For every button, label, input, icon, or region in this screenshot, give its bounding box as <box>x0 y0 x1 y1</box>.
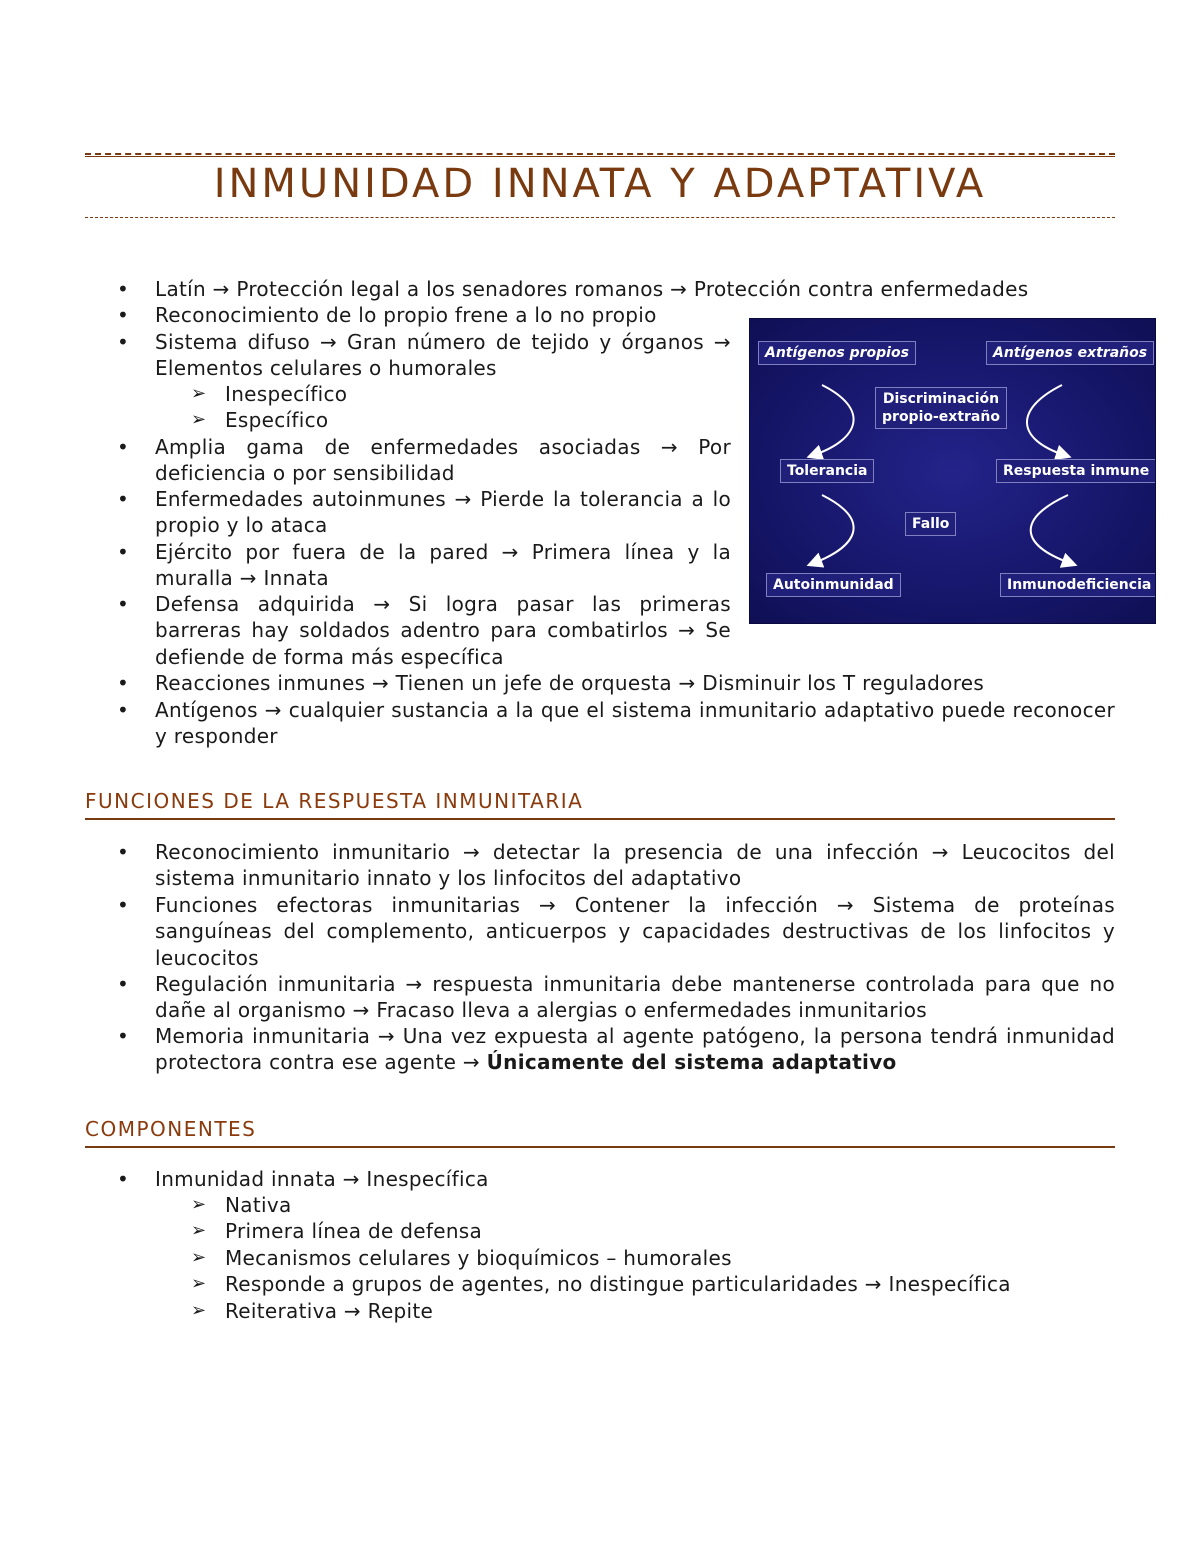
list-item: Reconocimiento inmunitario → detectar la presencia de una infección → Leucocitos del sistema inmunitario innato y los linfocitos del adaptativo <box>155 840 1115 891</box>
list-item-memory <box>155 1023 1115 1076</box>
sub-bullet-arrow: ➢ <box>191 1300 207 1321</box>
list-item: Defensa adquirida → Si logra pasar las primeras barreras hay soldados adentro para combatirlos → Se defiende de forma más específica <box>155 592 731 669</box>
bullet: • <box>117 671 129 695</box>
list-item: Enfermedades autoinmunes → Pierde la tolerancia a lo propio y lo ataca <box>155 487 731 538</box>
sub-list-item: Reiterativa → Repite <box>225 1299 434 1323</box>
list-item: Inmunidad innata → Inespecífica <box>155 1167 489 1191</box>
bullet: • <box>117 435 129 459</box>
list-item: Reconocimiento de lo propio frene a lo no propio <box>155 303 657 327</box>
arrow-curve-right-top <box>1027 385 1064 455</box>
bullet: • <box>117 487 129 511</box>
diagram-node-tolerance: Tolerancia <box>780 459 874 483</box>
list-item: Funciones efectoras inmunitarias → Contener la infección → Sistema de proteínas sanguíneas del complemento, anticuerpos y capacidades destructivas de los linfocitos y leucocitos <box>155 893 1115 970</box>
sub-bullet-arrow: ➢ <box>191 1220 207 1241</box>
sub-list-item: Nativa <box>225 1193 292 1217</box>
sub-list-item: Inespecífico <box>225 382 348 406</box>
sub-bullet-arrow: ➢ <box>191 409 207 430</box>
list-item-text: Memoria inmunitaria → Una vez expuesta al agente patógeno, la persona tendrá inmunidad protectora contra ese agente → <box>155 1024 1115 1075</box>
sub-list-item: Primera línea de defensa <box>225 1219 483 1243</box>
title-top-rule-inner <box>85 156 1115 157</box>
sub-bullet-arrow: ➢ <box>191 383 207 404</box>
list-item: Amplia gama de enfermedades asociadas → Por deficiencia o por sensibilidad <box>155 435 731 486</box>
diagram-node-failure: Fallo <box>905 512 956 536</box>
section-heading-functions: FUNCIONES DE LA RESPUESTA INMUNITARIA <box>85 788 1115 820</box>
bullet: • <box>117 840 129 864</box>
bullet: • <box>117 1024 129 1048</box>
self-nonself-diagram <box>749 318 1156 624</box>
arrow-curve-left-top <box>814 385 854 455</box>
bullet: • <box>117 592 129 616</box>
arrow-curve-right-bottom <box>1031 495 1070 563</box>
bullet: • <box>117 303 129 327</box>
list-item: Latín → Protección legal a los senadores romanos → Protección contra enfermedades <box>155 277 1029 301</box>
section-heading-components: COMPONENTES <box>85 1116 1115 1148</box>
sub-list-item: Responde a grupos de agentes, no distingue particularidades → Inespecífica <box>225 1272 1011 1296</box>
sub-bullet-arrow: ➢ <box>191 1247 207 1268</box>
diagram-node-self-antigens: Antígenos propios <box>758 341 916 365</box>
title-top-rule <box>85 153 1115 155</box>
diagram-node-discrimination: Discriminación propio-extraño <box>875 387 1007 429</box>
bullet: • <box>117 893 129 917</box>
diagram-node-immune-response: Respuesta inmune <box>996 459 1156 483</box>
emphasis-text: Únicamente del sistema adaptativo <box>486 1050 897 1075</box>
arrow-curve-left-bottom <box>814 495 854 563</box>
sub-list-item: Mecanismos celulares y bioquímicos – humorales <box>225 1246 732 1270</box>
diagram-node-foreign-antigens: Antígenos extraños <box>986 341 1154 365</box>
sub-bullet-arrow: ➢ <box>191 1273 207 1294</box>
sub-bullet-arrow: ➢ <box>191 1194 207 1215</box>
page-title: INMUNIDAD INNATA Y ADAPTATIVA <box>213 161 987 207</box>
list-item: Reacciones inmunes → Tienen un jefe de orquesta → Disminuir los T reguladores <box>155 671 985 695</box>
list-item: Regulación inmunitaria → respuesta inmunitaria debe mantenerse controlada para que no dañe al organismo → Fracaso lleva a alergias o enfermedades inmunitarios <box>155 972 1115 1023</box>
title-bottom-rule <box>85 217 1115 218</box>
bullet: • <box>117 277 129 301</box>
diagram-node-autoimmunity: Autoinmunidad <box>766 573 901 597</box>
diagram-node-immunodeficiency: Inmunodeficiencia <box>1000 573 1156 597</box>
list-item: Antígenos → cualquier sustancia a la que el sistema inmunitario adaptativo puede reconocer y responder <box>155 698 1115 749</box>
sub-list-item: Específico <box>225 408 329 432</box>
list-item: Sistema difuso → Gran número de tejido y órganos → Elementos celulares o humorales <box>155 330 731 381</box>
bullet: • <box>117 698 129 722</box>
list-item: Ejército por fuera de la pared → Primera línea y la muralla → Innata <box>155 540 731 591</box>
bullet: • <box>117 1167 129 1191</box>
bullet: • <box>117 972 129 996</box>
bullet: • <box>117 330 129 354</box>
bullet: • <box>117 540 129 564</box>
